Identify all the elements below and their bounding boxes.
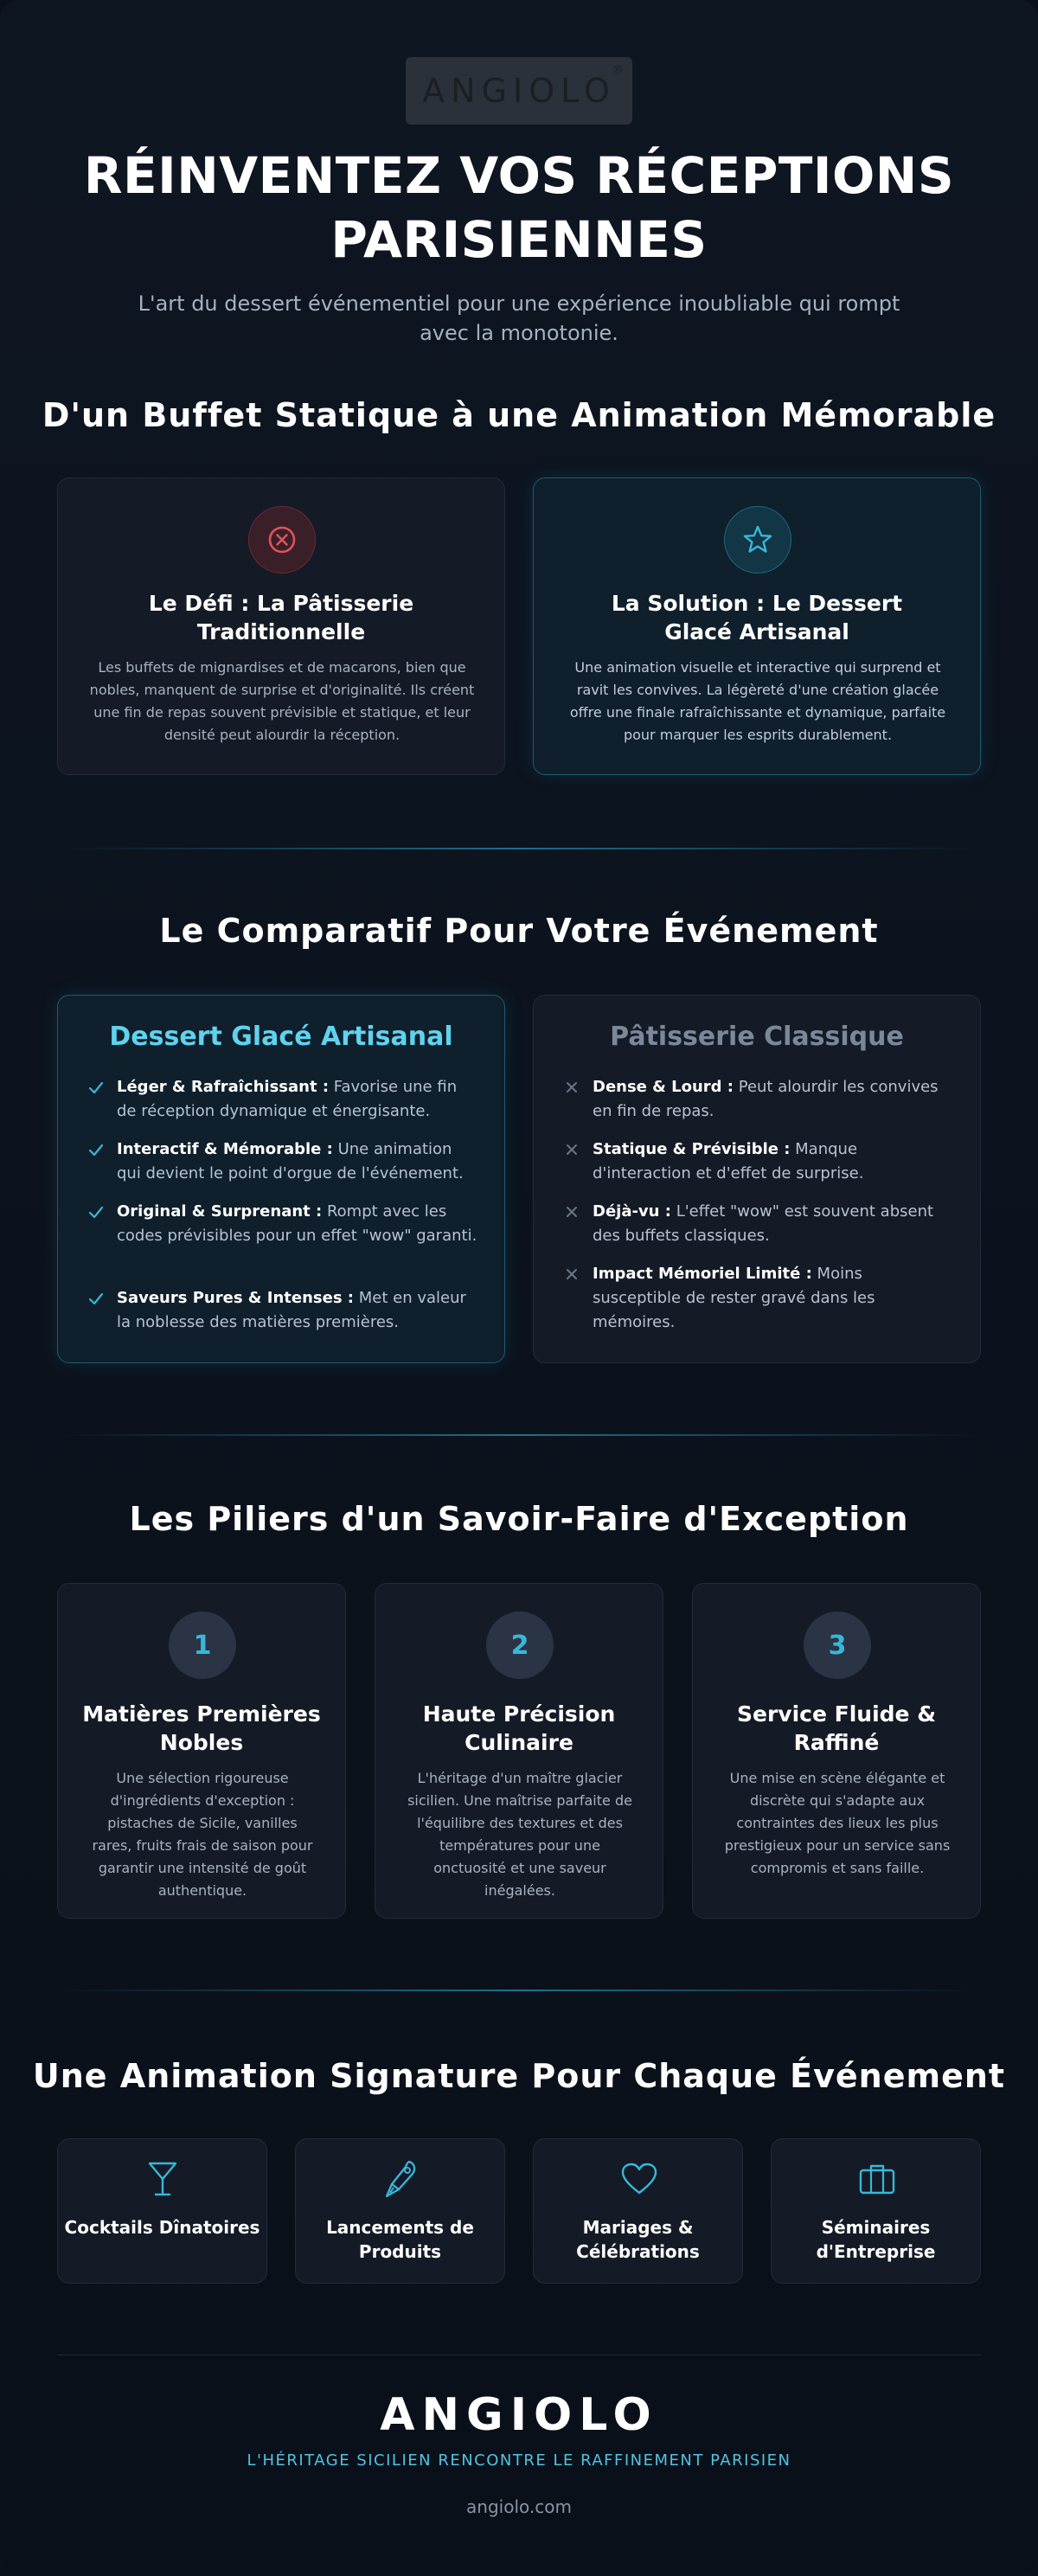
check-icon: [87, 1200, 117, 1248]
pillar-text: Une sélection rigoureuse d'ingrédients d'exception : pistaches de Sicile, vanilles rares, fruits frais de saison pour garantir une intensité de goût authentique.: [92, 1770, 313, 1899]
cross-icon: [563, 1075, 593, 1124]
solution-text: Une animation visuelle et interactive qui surprend et ravit les convives. La légèreté d'une création glacée offre une finale rafraîchissante et dynamique, parfaite pour marquer les esprits durablement.: [569, 659, 946, 743]
solution-title: La Solution : Le Dessert Glacé Artisanal: [611, 591, 903, 644]
list-item: [87, 1075, 478, 1124]
solution-card: [533, 477, 981, 775]
cross-icon: [563, 1137, 593, 1186]
event-label: Cocktails Dînatoires: [64, 2217, 260, 2238]
comparison-title-glace: Dessert Glacé Artisanal: [109, 1022, 453, 1052]
pillar-card-3: [692, 1583, 981, 1919]
cross-icon: [563, 1200, 593, 1248]
registered-mark: ®: [612, 64, 624, 77]
challenge-card: [57, 477, 505, 775]
event-card-cocktails: [57, 2138, 267, 2284]
list-item: [563, 1075, 954, 1124]
section-divider: [61, 1990, 977, 1991]
event-label: Mariages & Célébrations: [576, 2217, 700, 2262]
pillar-text: L'héritage d'un maître glacier sicilien. Une maîtrise parfaite de l'équilibre des textures et des températures pour une onctuosité et une saveur inégalées.: [407, 1770, 632, 1899]
section-title-signature: Une Animation Signature Pour Chaque Événement: [32, 2057, 1006, 2095]
section-title-pillars: Les Piliers d'un Savoir-Faire d'Exception: [129, 1500, 909, 1538]
comparison-card-glace: [57, 995, 505, 1363]
list-item-text: Déjà-vu : L'effet "wow" est souvent absent des buffets classiques.: [593, 1202, 934, 1245]
section-title-comparison: Le Comparatif Pour Votre Événement: [159, 912, 879, 950]
list-item-text: Interactif & Mémorable : Une animation qui devient le point d'orgue de l'événement.: [117, 1140, 464, 1182]
hero-title-line2: PARISIENNES: [330, 210, 708, 269]
list-item-text: Saveurs Pures & Intenses : Met en valeur la noblesse des matières premières.: [117, 1289, 466, 1331]
star-icon: [724, 506, 791, 574]
list-item-text: Statique & Prévisible : Manque d'interaction et d'effet de surprise.: [593, 1140, 864, 1182]
event-card-mariages: [533, 2138, 743, 2284]
footer-tagline: L'HÉRITAGE SICILIEN RENCONTRE LE RAFFINEMENT PARISIEN: [247, 2451, 791, 2470]
list-item: [563, 1262, 954, 1335]
briefcase-icon: [857, 2162, 897, 2200]
logo-text: ANGIOLO: [422, 72, 616, 110]
pillar-card-1: [57, 1583, 346, 1919]
section-divider: [61, 848, 977, 849]
challenge-text: Les buffets de mignardises et de macarons, bien que nobles, manquent de surprise et d'originalité. Ils créent une fin de repas souvent prévisible et statique, et leur densité peut alourdir la réception.: [89, 659, 475, 743]
event-label: Lancements de Produits: [326, 2217, 474, 2262]
list-item-text: Original & Surprenant : Rompt avec les codes prévisibles pour un effet "wow" garanti.: [117, 1202, 477, 1245]
check-icon: [87, 1286, 117, 1335]
comparison-title-classique: Pâtisserie Classique: [610, 1022, 904, 1052]
brand-logo[interactable]: [406, 57, 632, 125]
pillar-title: Service Fluide & Raffiné: [736, 1701, 936, 1755]
footer-brand: ANGIOLO: [380, 2389, 658, 2441]
heart-icon: [619, 2162, 659, 2200]
hero-title: [0, 144, 1038, 272]
list-item: [87, 1137, 478, 1186]
hero-subtitle: L'art du dessert événementiel pour une expérience inoubliable qui rompt avec la monotonie.: [138, 292, 900, 345]
list-item: [87, 1200, 478, 1248]
list-item-text: Impact Mémoriel Limité : Moins susceptible de rester gravé dans les mémoires.: [593, 1265, 875, 1331]
pillar-title: Matières Premières Nobles: [82, 1701, 321, 1755]
pillar-text: Une mise en scène élégante et discrète qui s'adapte aux contraintes des lieux les plus prestigieux pour un service sans compromis et sans faille.: [724, 1770, 951, 1876]
section-title-buffet: D'un Buffet Statique à une Animation Mémorable: [42, 396, 996, 434]
list-item-text: Léger & Rafraîchissant : Favorise une fin de réception dynamique et énergisante.: [117, 1078, 458, 1120]
pillar-card-2: [375, 1583, 663, 1919]
x-circle-icon: [248, 506, 316, 574]
challenge-title: Le Défi : La Pâtisserie Traditionnelle: [148, 591, 414, 644]
cross-icon: [563, 1262, 593, 1335]
cocktail-glass-icon: [145, 2160, 180, 2201]
event-card-lancements: [295, 2138, 505, 2284]
section-divider: [61, 1434, 977, 1436]
event-label: Séminaires d'Entreprise: [816, 2217, 936, 2262]
list-item-text: Dense & Lourd : Peut alourdir les convives en fin de repas.: [593, 1078, 939, 1120]
list-item: [563, 1200, 954, 1248]
footer-website-link[interactable]: angiolo.com: [466, 2496, 572, 2517]
list-item: [563, 1137, 954, 1186]
hero-title-line1: RÉINVENTEZ VOS RÉCEPTIONS: [83, 146, 955, 205]
check-icon: [87, 1075, 117, 1124]
pillar-number-badge: 1: [169, 1612, 236, 1679]
pillar-number-badge: 2: [486, 1612, 554, 1679]
event-card-seminaires: [771, 2138, 981, 2284]
pillar-title: Haute Précision Culinaire: [422, 1701, 616, 1755]
comparison-card-classique: [533, 995, 981, 1363]
check-icon: [87, 1137, 117, 1186]
list-item: [87, 1286, 478, 1335]
pillar-number-badge: 3: [804, 1612, 871, 1679]
rocket-icon: [383, 2158, 420, 2203]
